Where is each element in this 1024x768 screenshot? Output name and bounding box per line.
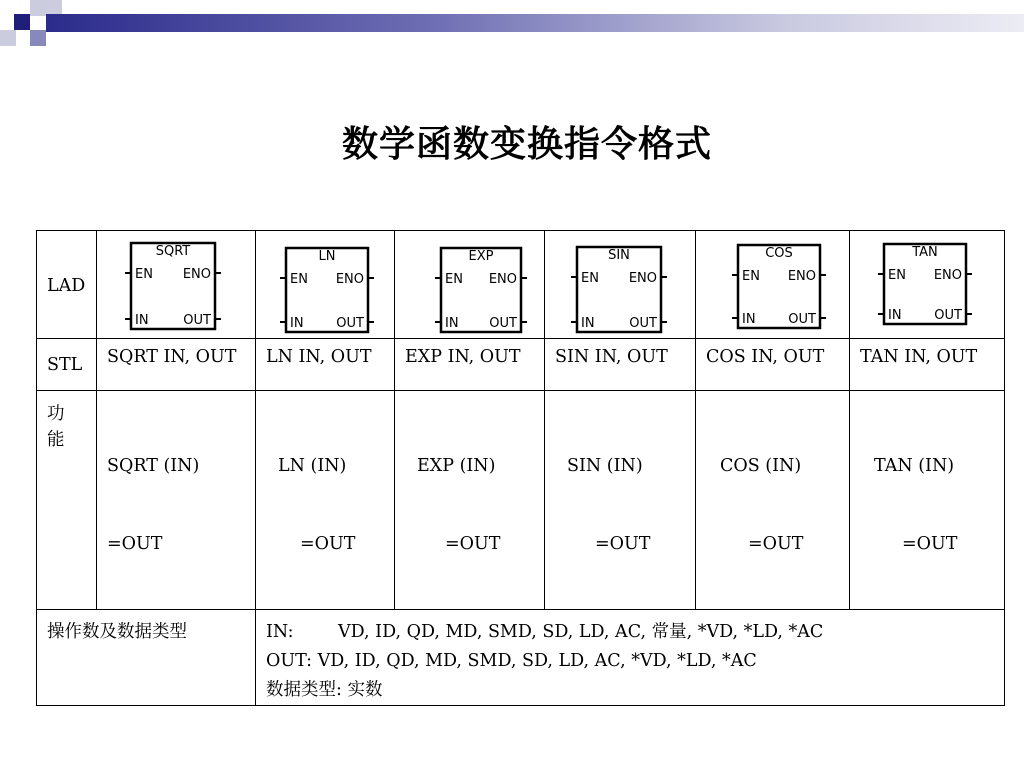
function-result: =OUT (300, 534, 356, 554)
in-label: IN (445, 316, 459, 331)
deco-square-light (30, 0, 46, 16)
function-label-char: 能 (47, 430, 65, 450)
function-expr: TAN (IN) (874, 456, 955, 476)
corner-decoration (0, 0, 1024, 60)
page-title: 数学函数变换指令格式 (341, 123, 712, 165)
function-block (435, 248, 527, 332)
lad-row (37, 231, 1005, 339)
out-label: OUT (629, 316, 657, 331)
out-label: OUT (336, 316, 364, 331)
stl-row (37, 339, 1005, 391)
in-label: IN (290, 316, 304, 331)
function-exp (395, 391, 544, 609)
in-label: IN (135, 313, 149, 328)
operands-content (256, 610, 1004, 705)
function-sqrt (97, 391, 255, 609)
sqrt-block (97, 231, 255, 338)
stl-sqrt: SQRT IN, OUT (107, 347, 237, 367)
eno-label: ENO (787, 269, 816, 284)
function-row (37, 391, 1005, 610)
out-label: OUT (788, 312, 816, 327)
en-label: EN (445, 272, 463, 287)
function-expr: LN (IN) (278, 456, 347, 476)
cos-block (696, 231, 849, 338)
exp-block (395, 231, 544, 338)
function-cos (696, 391, 849, 609)
en-label: EN (290, 272, 308, 287)
lad-cell-tan (850, 231, 1005, 339)
stl-ln: LN IN, OUT (266, 347, 372, 367)
in-label: IN (888, 308, 902, 323)
in-label: IN (581, 316, 595, 331)
en-label: EN (581, 271, 599, 286)
function-tan (850, 391, 1004, 609)
eno-label: ENO (335, 272, 364, 287)
lad-cell-cos (696, 231, 850, 339)
block-name: SIN (608, 248, 630, 263)
block-name: COS (765, 246, 793, 261)
function-expr: EXP (IN) (417, 456, 496, 476)
en-label: EN (888, 268, 906, 283)
stl-label: STL (47, 355, 83, 375)
eno-label: ENO (182, 267, 211, 282)
function-result: =OUT (445, 534, 501, 554)
function-result: =OUT (902, 534, 958, 554)
function-ln (256, 391, 394, 609)
lad-label: LAD (47, 276, 86, 296)
eno-label: ENO (933, 268, 962, 283)
lad-cell-exp (395, 231, 545, 339)
lad-cell-sin (545, 231, 696, 339)
out-label: OUT (934, 308, 962, 323)
data-type-line: 数据类型: 实数 (266, 680, 383, 700)
function-expr: SQRT (IN) (107, 456, 200, 476)
stl-cos: COS IN, OUT (706, 347, 825, 367)
deco-square-mid (30, 30, 46, 46)
ln-block (256, 231, 394, 338)
lad-cell-sqrt (97, 231, 256, 339)
lad-cell-ln (256, 231, 395, 339)
operands-label: 操作数及数据类型 (47, 622, 187, 642)
tan-block (850, 231, 1004, 338)
function-label (37, 391, 96, 453)
block-name: SQRT (155, 244, 191, 259)
function-result: =OUT (107, 534, 163, 554)
stl-tan: TAN IN, OUT (860, 347, 978, 367)
out-label: OUT (183, 313, 211, 328)
block-name: LN (318, 249, 336, 264)
function-block (125, 243, 221, 329)
function-block (878, 244, 972, 324)
function-expr: SIN (IN) (567, 456, 643, 476)
en-label: EN (135, 267, 153, 282)
operands-out-line: OUT: VD, ID, QD, MD, SMD, SD, LD, AC, *VD, *LD, *AC (266, 651, 757, 671)
function-result: =OUT (748, 534, 804, 554)
instruction-table (36, 230, 1005, 706)
deco-gradient-bar (46, 14, 1024, 32)
block-name: TAN (912, 245, 938, 260)
en-label: EN (742, 269, 760, 284)
function-label-char: 功 (47, 404, 65, 424)
in-label: IN (742, 312, 756, 327)
operands-in-line: IN: VD, ID, QD, MD, SMD, SD, LD, AC, 常量, *VD, *LD, *AC (266, 622, 824, 642)
out-label: OUT (489, 316, 517, 331)
eno-label: ENO (488, 272, 517, 287)
function-result: =OUT (595, 534, 651, 554)
operands-row (37, 610, 1005, 706)
sin-block (545, 231, 695, 338)
deco-square-light (0, 30, 16, 46)
function-block (280, 248, 374, 332)
block-name: EXP (468, 249, 494, 264)
function-block (732, 245, 826, 328)
stl-exp: EXP IN, OUT (405, 347, 521, 367)
eno-label: ENO (628, 271, 657, 286)
function-sin (545, 391, 695, 609)
deco-square-dark (14, 14, 30, 30)
stl-sin: SIN IN, OUT (555, 347, 668, 367)
function-expr: COS (IN) (720, 456, 802, 476)
function-block (571, 247, 667, 332)
